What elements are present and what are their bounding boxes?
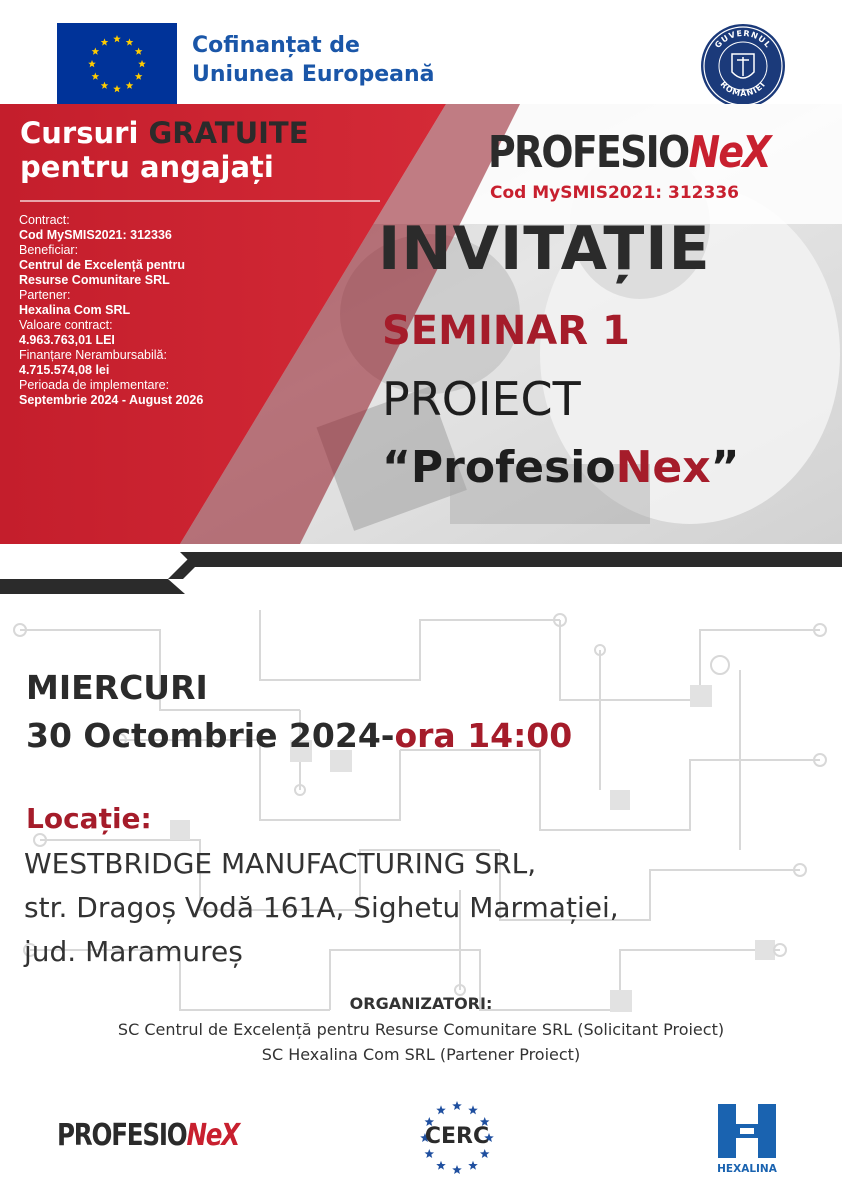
project-name-b: Nex: [615, 442, 711, 493]
proiect-label: PROIECT: [382, 372, 581, 426]
cerc-star: [452, 1165, 462, 1174]
organizers-title: ORGANIZATORI:: [349, 994, 493, 1013]
cerc-star: [436, 1161, 446, 1170]
cerc-logo-text: CERC: [424, 1124, 490, 1149]
cerc-star: [425, 1149, 435, 1158]
contract-label: Contract:: [19, 213, 70, 227]
project-name-a: “Profesio: [382, 442, 616, 493]
contract-value: Cod MySMIS2021: 312336: [19, 228, 172, 242]
cerc-star: [480, 1149, 490, 1158]
seal-top-text: GUVERNUL: [713, 28, 773, 50]
government-seal-icon: [699, 22, 787, 110]
hexalina-logo-text: HEXALINA: [717, 1163, 777, 1175]
dark-stripe: [180, 552, 842, 567]
footer-brand-part-1: PROFESIO: [57, 1118, 187, 1153]
footer-profesionex-logo: [57, 1118, 239, 1153]
contract-label: Perioada de implementare:: [19, 378, 170, 392]
cofinantat-line-1: Cofinanțat de: [192, 33, 360, 58]
contract-value: 4.715.574,08 lei: [19, 363, 110, 377]
brand-part-2: NeX: [688, 127, 770, 178]
profesionex-logo: [488, 128, 770, 178]
hexalina-logo-icon: [712, 1100, 782, 1162]
brand-code: Cod MySMIS2021: 312336: [490, 183, 739, 203]
event-date: [26, 716, 572, 755]
location-label: Locație:: [26, 802, 152, 835]
eu-stars-icon: [57, 23, 177, 105]
event-day: MIERCURI: [26, 668, 208, 707]
contract-value: 4.963.763,01 LEI: [19, 333, 115, 347]
cerc-star: [468, 1105, 478, 1114]
organizer-line-1: SC Centrul de Excelență pentru Resurse Comunitare SRL (Solicitant Proiect): [117, 1020, 725, 1039]
cofinantat-label: [192, 31, 435, 89]
contract-label: Partener:: [19, 288, 71, 302]
contract-details: [19, 213, 279, 408]
contract-value: Septembrie 2024 - August 2026: [19, 393, 204, 407]
divider: [20, 200, 380, 202]
organizer-line-2: SC Hexalina Com SRL (Partener Proiect): [261, 1045, 581, 1064]
courses-title-free: GRATUITE: [148, 116, 309, 150]
contract-label: Valoare contract:: [19, 318, 113, 332]
project-name: [382, 442, 740, 493]
contract-value: Centrul de Excelență pentru: [19, 258, 186, 272]
event-date-text: 30 Octombrie 2024-: [26, 716, 395, 755]
footer-brand-part-2: NeX: [186, 1118, 240, 1153]
contract-label: Beneficiar:: [19, 243, 79, 257]
eu-flag-icon: [57, 23, 177, 105]
seal-bottom-text: ROMÂNIEI: [718, 79, 768, 99]
cerc-star: [452, 1101, 462, 1110]
location-line-3: jud. Maramureș: [24, 935, 243, 968]
cerc-star: [468, 1161, 478, 1170]
courses-title-c: pentru angajați: [20, 150, 274, 184]
contract-label: Finanțare Nerambursabilă:: [19, 348, 167, 362]
location-line-2: str. Dragoș Vodă 161A, Sighetu Marmației,: [24, 891, 619, 924]
contract-value: Hexalina Com SRL: [19, 303, 131, 317]
seminar-title: SEMINAR 1: [382, 308, 630, 354]
event-time: ora 14:00: [394, 716, 573, 755]
location-line-1: WESTBRIDGE MANUFACTURING SRL,: [24, 847, 537, 880]
project-name-c: ”: [710, 442, 740, 493]
cofinantat-line-2: Uniunea Europeană: [192, 62, 435, 87]
cerc-star: [436, 1105, 446, 1114]
contract-value: Resurse Comunitare SRL: [19, 273, 170, 287]
courses-heading: [20, 116, 309, 184]
location-address: [24, 842, 619, 974]
invitation-title: INVITAȚIE: [378, 214, 711, 284]
courses-title-a: Cursuri: [20, 116, 149, 150]
brand-part-1: PROFESIO: [488, 127, 689, 178]
